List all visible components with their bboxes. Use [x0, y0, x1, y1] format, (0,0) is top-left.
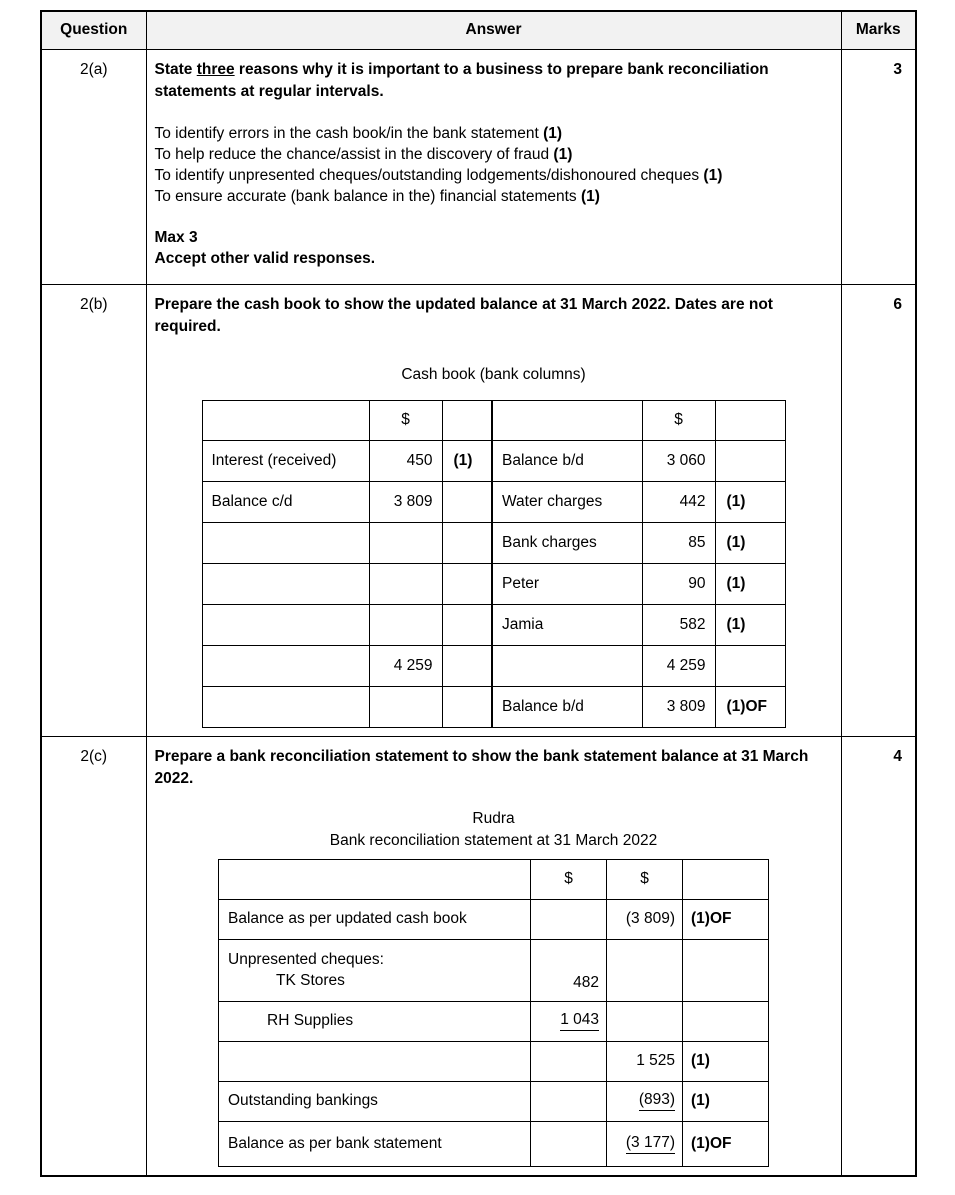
marks-2a: 3: [841, 49, 916, 284]
marks-2b: 6: [841, 284, 916, 736]
accept-note: Accept other valid responses.: [154, 249, 376, 267]
cashbook-row: Balance c/d 3 809 Water charges 442 (1): [202, 481, 785, 522]
cashbook-row: Peter 90 (1): [202, 563, 785, 604]
mark-scheme-page: [0, 10, 955, 1195]
recon-title-name: Rudra: [472, 809, 515, 827]
question-text-2b: Prepare the cash book to show the updated balance at 31 March 2022. Dates are not required.: [154, 295, 773, 335]
row-2c: [41, 736, 916, 1176]
answer-cell-2a: [146, 49, 841, 284]
recon-row: Balance as per bank statement (3 177) (1)OF: [219, 1121, 769, 1166]
dollar-header-col2: $: [607, 859, 683, 899]
marks-2c: 4: [841, 736, 916, 1176]
answer-cell-2c: [146, 736, 841, 1176]
row-2a: [41, 49, 916, 284]
row-2b: [41, 284, 916, 736]
answer-cell-2b: [146, 284, 841, 736]
question-number-2a: 2(a): [41, 49, 146, 284]
dollar-header-col1: $: [531, 859, 607, 899]
cashbook-row: Bank charges 85 (1): [202, 522, 785, 563]
bank-reconciliation-table: [218, 859, 769, 1167]
recon-header-row: [219, 859, 769, 899]
underlined-amount: 1 043: [560, 1011, 599, 1031]
header-marks: Marks: [841, 11, 916, 49]
recon-row: Outstanding bankings (893) (1): [219, 1081, 769, 1121]
answer-table: [40, 10, 917, 1177]
cashbook-row: Interest (received) 450 (1) Balance b/d 3 060: [202, 440, 785, 481]
question-number-2b: 2(b): [41, 284, 146, 736]
header-answer: Answer: [146, 11, 841, 49]
answer-point: To ensure accurate (bank balance in the) financial statements (1): [154, 187, 600, 205]
cashbook-row: Balance b/d 3 809 (1)OF: [202, 686, 785, 727]
cashbook-row: Jamia 582 (1): [202, 604, 785, 645]
recon-row: RH Supplies 1 043: [219, 1001, 769, 1041]
dollar-header-left: $: [369, 400, 442, 440]
cashbook-total-row: 4 259 4 259: [202, 645, 785, 686]
question-number-2c: 2(c): [41, 736, 146, 1176]
answer-point: To identify errors in the cash book/in the bank statement (1): [154, 124, 563, 142]
cashbook-header-row: [202, 400, 785, 440]
header-question: Question: [41, 11, 146, 49]
cash-book-table: [202, 400, 786, 728]
header-row: [41, 11, 916, 49]
max-note: Max 3: [154, 228, 198, 246]
question-text-2c: Prepare a bank reconciliation statement to show the bank statement balance at 31 March 2022.: [154, 747, 809, 787]
recon-row: Balance as per updated cash book (3 809) (1)OF: [219, 899, 769, 939]
recon-row: 1 525 (1): [219, 1041, 769, 1081]
question-text-2a: State three reasons why it is important to a business to prepare bank reconciliation statements at regular intervals.: [154, 60, 769, 100]
underlined-amount: (893): [639, 1091, 675, 1111]
recon-title-statement: Bank reconciliation statement at 31 March 2022: [329, 831, 658, 849]
answer-point: To identify unpresented cheques/outstanding lodgements/dishonoured cheques (1): [154, 166, 723, 184]
cashbook-title: Cash book (bank columns): [401, 365, 586, 383]
dollar-header-right: $: [642, 400, 715, 440]
answer-point: To help reduce the chance/assist in the discovery of fraud (1): [154, 145, 573, 163]
underlined-amount: (3 177): [626, 1134, 675, 1154]
recon-row: Unpresented cheques: TK Stores 482: [219, 939, 769, 1001]
